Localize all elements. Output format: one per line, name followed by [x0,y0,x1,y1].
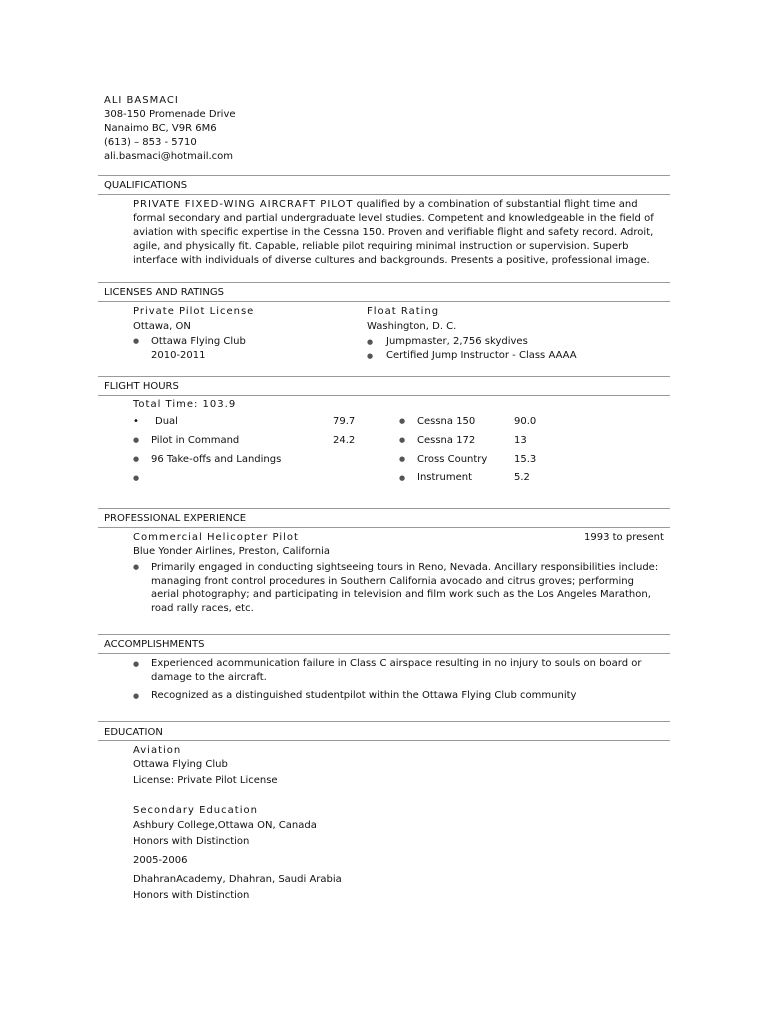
email-address: ali.basmaci@hotmail.com [104,151,234,162]
hours-value: 15.3 [514,454,537,465]
license-item: Ottawa Flying Club [151,336,246,347]
hours-label: Cessna 172 [417,435,476,446]
hours-label: Cessna 150 [417,416,476,427]
section-heading-licenses: LICENSES AND RATINGS [104,287,224,298]
bullet-icon: ● [367,338,374,346]
divider [98,282,670,283]
license-item-years: 2010-2011 [151,350,206,361]
accomplishment-item: Recognized as a distinguished studentpilot within the Ottawa Flying Club community [151,690,577,701]
bullet-icon: ● [399,455,406,463]
license-title-private-pilot: Private Pilot License [133,306,255,317]
divider [98,721,670,722]
hours-label: Pilot in Command [151,435,240,446]
divider [98,740,670,741]
qualifications-summary [133,198,663,268]
bullet-icon: ● [133,474,140,482]
hours-label: Cross Country [417,454,488,465]
divider [98,653,670,654]
hours-label: 96 Take-offs and Landings [151,454,282,465]
education-secondary-honors: Honors with Distinction [133,836,250,847]
divider [98,175,670,176]
bullet-icon: ● [133,563,140,571]
bullet-icon: ● [133,436,140,444]
section-heading-education: EDUCATION [104,727,163,738]
address-line-1: 308-150 Promenade Drive [104,109,236,120]
hours-value: 79.7 [333,416,356,427]
hours-value: 5.2 [514,472,530,483]
rating-title-float: Float Rating [367,306,440,317]
section-heading-experience: PROFESSIONAL EXPERIENCE [104,513,247,524]
rating-location: Washington, D. C. [367,321,457,332]
divider [98,376,670,377]
qualifications-lead: PRIVATE FIXED-WING AIRCRAFT PILOT [133,199,354,210]
bullet-icon: ● [133,337,140,345]
hours-value: 90.0 [514,416,537,427]
bullet-icon: ● [399,436,406,444]
bullet-icon: ● [367,352,374,360]
education-aviation-school: Ottawa Flying Club [133,759,228,770]
education-other-honors: Honors with Distinction [133,890,250,901]
education-years: 2005-2006 [133,855,188,866]
hours-value: 24.2 [333,435,356,446]
qualifications-body: qualified by a combination of substantial flight time and formal secondary and partial undergraduate level studies. Competent and knowledgeable in the field of aviation with specific expertise in the Cessna 150. Proven and verifiable flight and safety record. Adroit, agile, and physically fit. Capable, reliable pilot requiring minimal instruction or supervision. Superb interface with individuals of diverse cultures and backgrounds. Presents a positive, professional image. [133,199,654,266]
education-secondary-title: Secondary Education [133,805,258,816]
hours-label: Dual [155,416,178,427]
hours-label: Instrument [417,472,473,483]
bullet-icon: ● [399,417,406,425]
divider [98,527,670,528]
divider [98,395,670,396]
candidate-name: ALI BASMACI [104,95,179,106]
rating-item: Jumpmaster, 2,756 skydives [386,336,528,347]
bullet-icon: ● [133,692,140,700]
bullet-icon: • [133,416,139,427]
divider [98,508,670,509]
bullet-icon: ● [133,660,140,668]
job-dates: 1993 to present [584,532,664,543]
rating-item: Certified Jump Instructor - Class AAAA [386,350,577,361]
bullet-icon: ● [133,455,140,463]
total-flight-time: Total Time: 103.9 [133,399,237,410]
hours-value: 13 [514,435,527,446]
job-title: Commercial Helicopter Pilot [133,532,299,543]
job-description: Primarily engaged in conducting sightseeing tours in Reno, Nevada. Ancillary responsibilities include: managing front control procedures in Southern California avocado and citrus groves; performing aerial photography; and participating in television and film work such as the Los Angeles Marathon, road rally races, etc. [151,562,659,614]
section-heading-flight-hours: FLIGHT HOURS [104,381,179,392]
education-aviation-license: License: Private Pilot License [133,775,278,786]
divider [98,194,670,195]
job-company: Blue Yonder Airlines, Preston, California [133,546,331,557]
phone-number: (613) – 853 - 5710 [104,137,197,148]
address-line-2: Nanaimo BC, V9R 6M6 [104,123,217,134]
education-aviation-title: Aviation [133,745,182,756]
accomplishment-item: Experienced acommunication failure in Class C airspace resulting in no injury to souls on board or damage to the aircraft. [151,658,642,683]
section-heading-accomplishments: ACCOMPLISHMENTS [104,639,205,650]
divider [98,634,670,635]
divider [98,301,670,302]
education-secondary-school: Ashbury College,Ottawa ON, Canada [133,820,317,831]
section-heading-qualifications: QUALIFICATIONS [104,180,188,191]
bullet-icon: ● [399,474,406,482]
education-other-school: DhahranAcademy, Dhahran, Saudi Arabia [133,874,342,885]
license-location: Ottawa, ON [133,321,191,332]
